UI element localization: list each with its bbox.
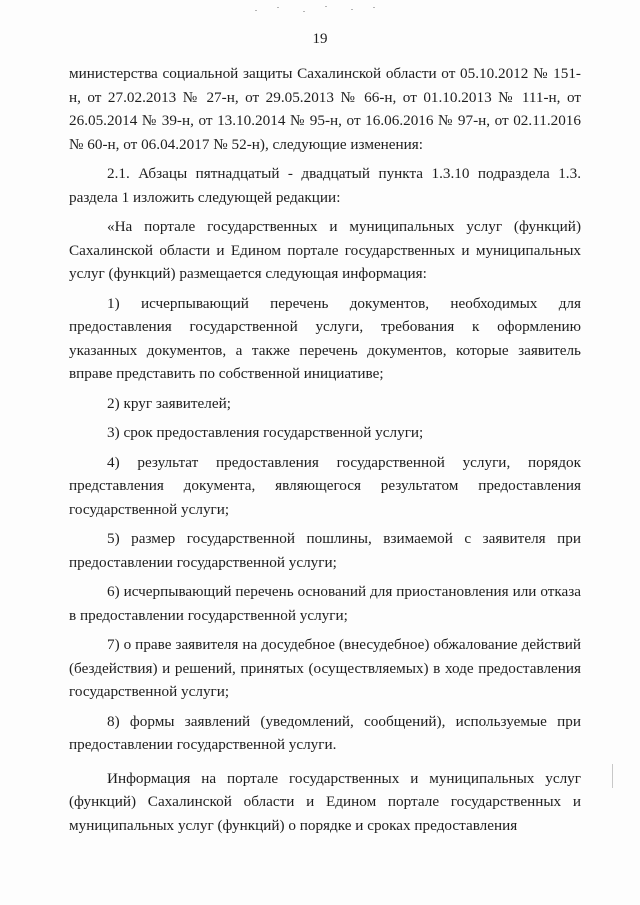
- list-item-3: 3) срок предоставления государственной услуги;: [107, 424, 424, 441]
- page-number: 19: [312, 31, 328, 47]
- list-item-8: 8) формы заявлений (уведомлений, сообщений), используемые при предоставлении государственной услуги.: [69, 712, 581, 753]
- list-item-2: 2) круг заявителей;: [107, 394, 231, 412]
- paragraph-2-1: 2.1. Абзацы пятнадцатый - двадцатый пункта 1.3.10 подраздела 1.3. раздела 1 изложить следующей редакции:: [69, 165, 581, 206]
- list-item-6: 6) исчерпывающий перечень оснований для приостановления или отказа в предоставлении государственной услуги;: [69, 583, 581, 624]
- list-item-5: 5) размер государственной пошлины, взимаемой с заявителя при предоставлении государственной услуги;: [69, 530, 581, 571]
- scan-noise: [255, 4, 385, 16]
- paragraph-quote: «На портале государственных и муниципальных услуг (функций) Сахалинской области и Едином портале государственных и муниципальных услуг (функций) размещается следующая информация:: [69, 218, 581, 282]
- scan-edge-mark: [612, 764, 613, 788]
- paragraph-intro: министерства социальной защиты Сахалинской области от 05.10.2012 № 151-н, от 27.02.2013 № 27-н, от 29.05.2013 № 66-н, от 01.10.2013 № 111-н, от 26.05.2014 № 39-н, от 13.10.2014 № 95-н, от 16.06.2016 № 97-н, от 02.11.2016 № 60-н, от 06.04.2017 № 52-н), следующие изменения:: [69, 65, 581, 153]
- list-item-4: 4) результат предоставления государственной услуги, порядок представления документа, являющегося результатом предоставления государственной услуги;: [69, 453, 581, 518]
- list-item-7: 7) о праве заявителя на досудебное (внесудебное) обжалование действий (бездействия) и решений, принятых (осуществляемых) в ходе предоставления государственной услуги;: [69, 636, 581, 700]
- paragraph-info: Информация на портале государственных и муниципальных услуг (функций) Сахалинской области и Едином портале государственных и муниципальных услуг (функций) о порядке и сроках предоставления: [69, 769, 581, 834]
- document-body: [69, 62, 581, 843]
- list-item-1: 1) исчерпывающий перечень документов, необходимых для предоставления государственной услуги, требования к оформлению указанных документов, а также перечень документов, которые заявитель вправе представить по собственной инициативе;: [69, 294, 581, 382]
